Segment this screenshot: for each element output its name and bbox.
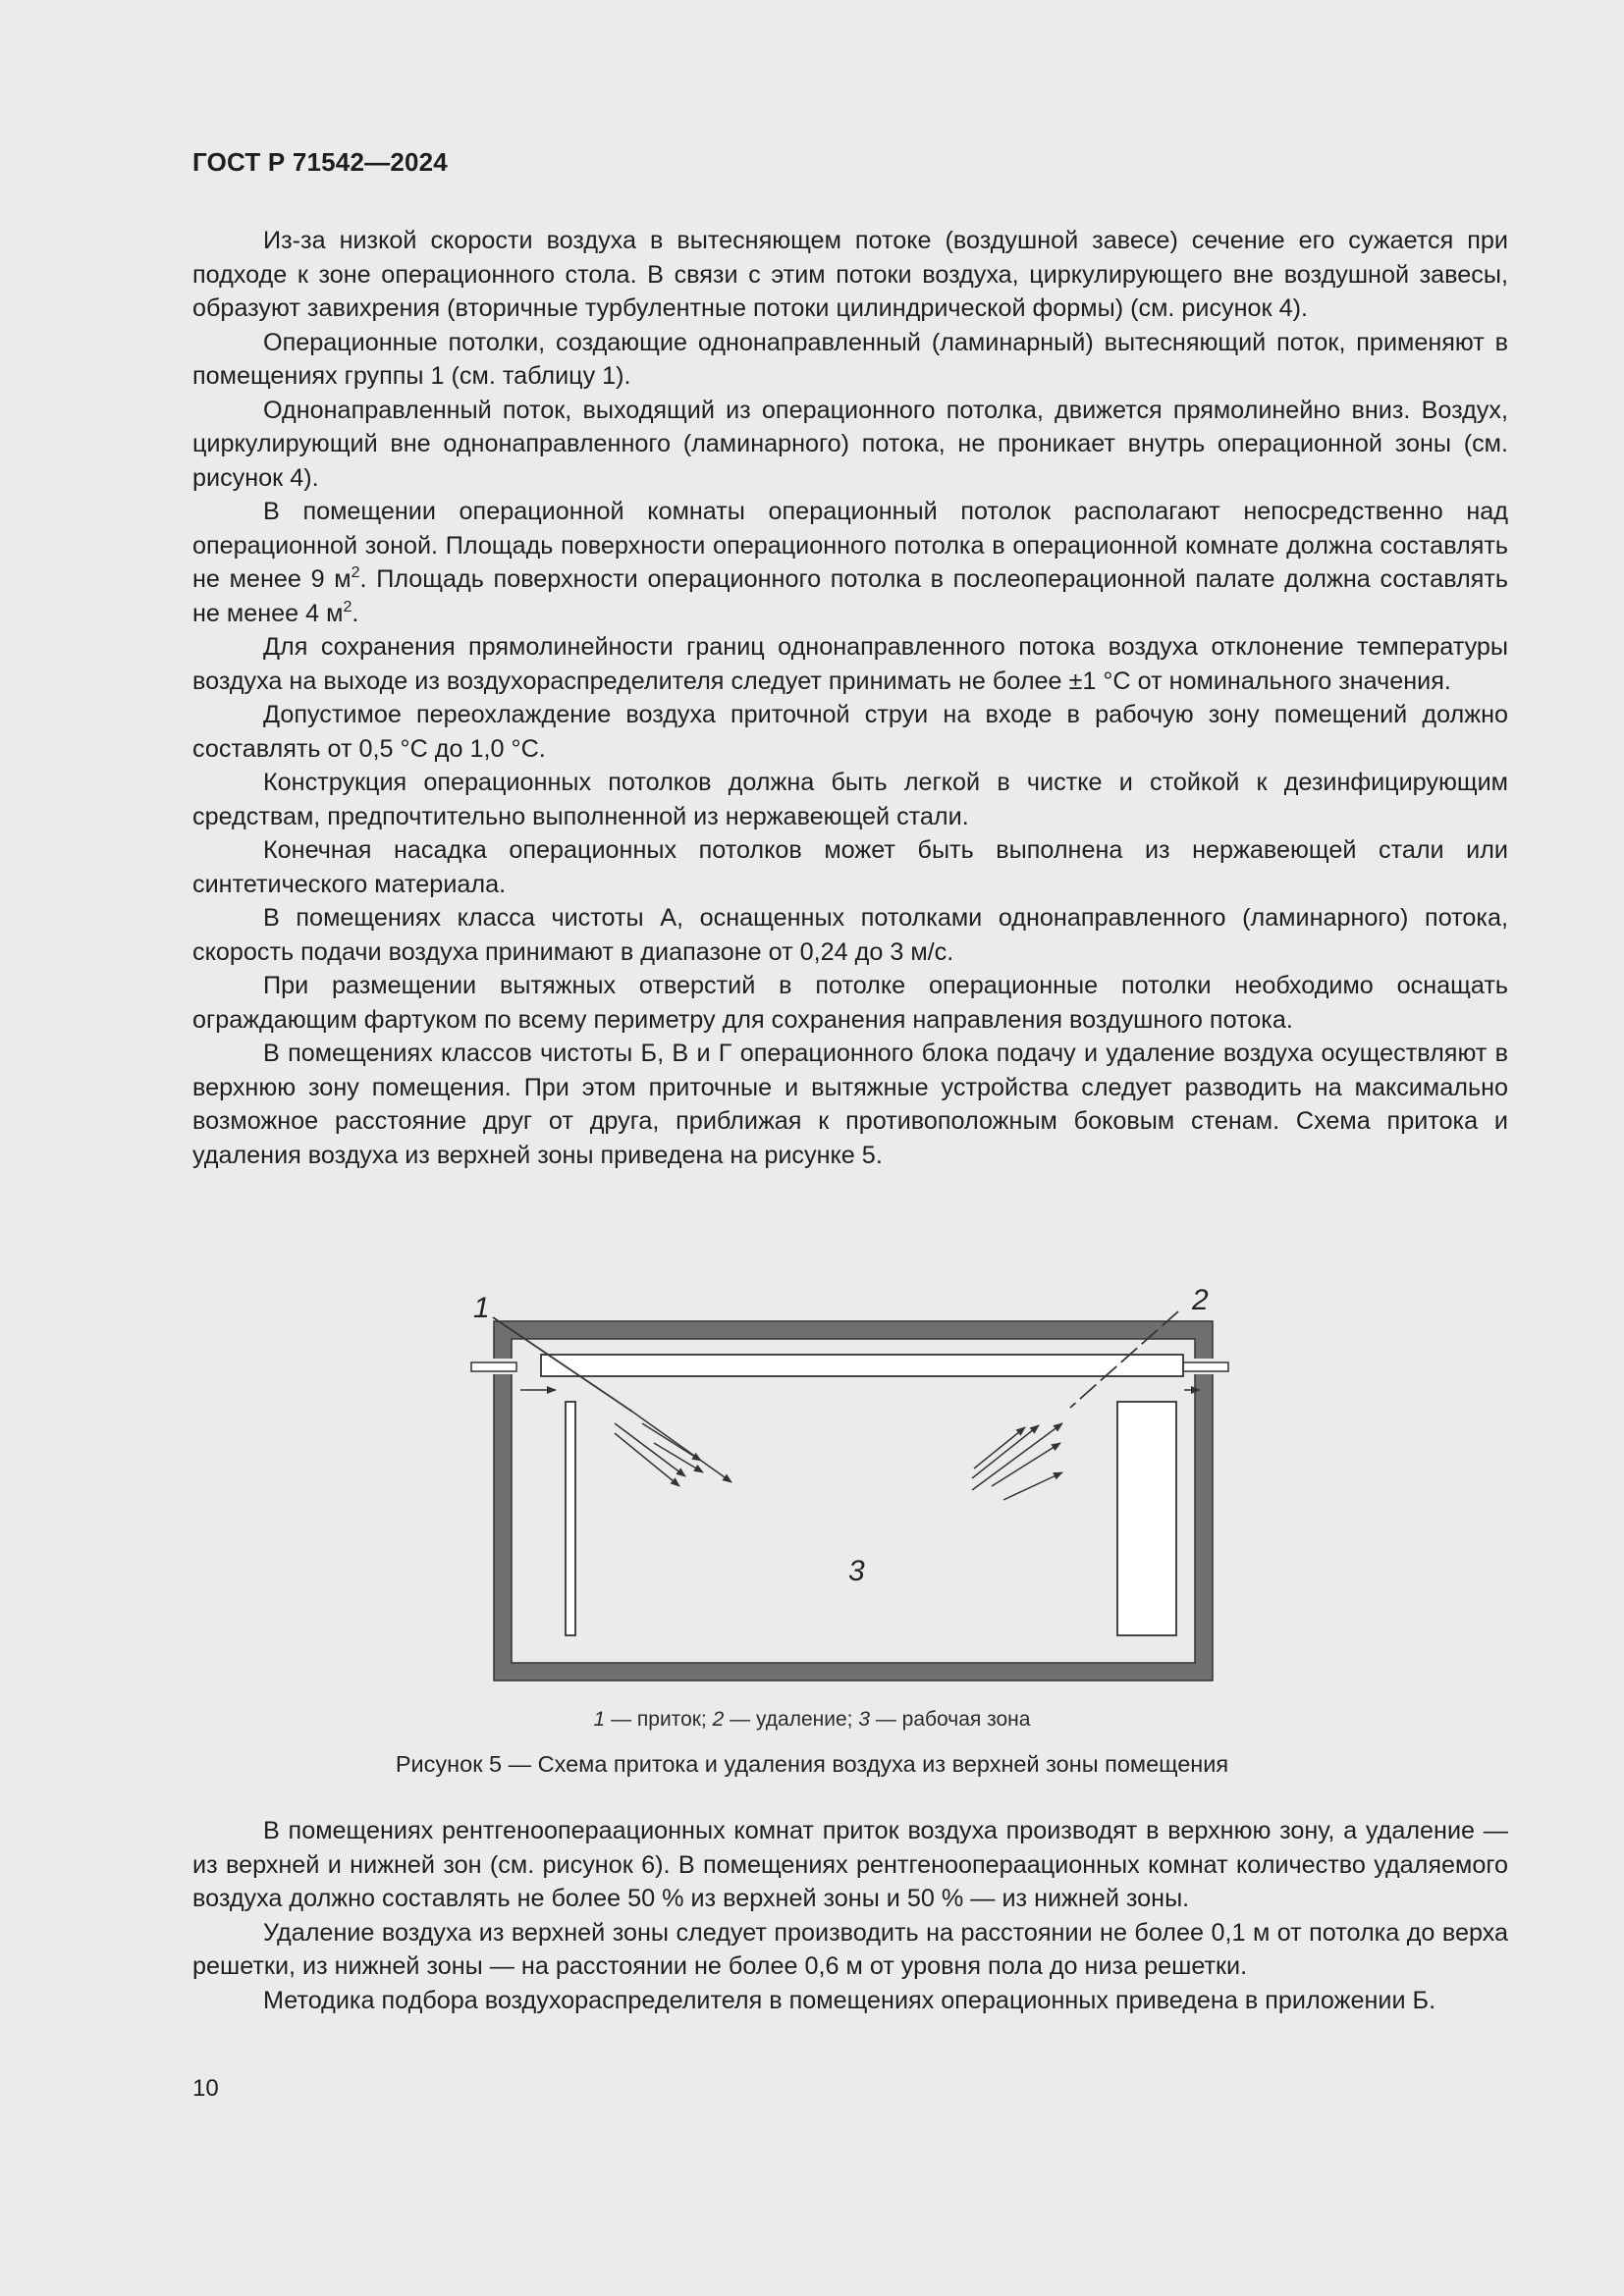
legend-text: — рабочая зона <box>870 1708 1031 1731</box>
supply-grille <box>566 1402 575 1635</box>
paragraph: Конструкция операционных потолков должна быть легкой в чистке и стойкой к дезинфицирующим средствам, предпочтительно выполненной из нержавеющей стали. <box>192 769 1508 830</box>
paragraph-part: . <box>352 599 359 627</box>
exhaust-cabinet <box>1117 1402 1176 1635</box>
supply-duct <box>471 1362 516 1371</box>
paragraph-part: . Площадь поверхности операционного потолка в послеоперационной палате должна составлять не менее 4 м <box>192 565 1508 627</box>
body-text-bottom <box>192 1814 1508 2017</box>
legend-text: — удаление; <box>724 1708 859 1731</box>
paragraph: Однонаправленный поток, выходящий из операционного потолка, движется прямолинейно вниз. Воздух, циркулирующий вне однонаправленного (ламинарного) потока, не проникает внутрь операционной зоны (см. рисунок 4). <box>192 396 1508 492</box>
air-flow-diagram <box>461 1276 1237 1688</box>
paragraph: В помещениях класса чистоты А, оснащенных потолками однонаправленного (ламинарного) потока, скорость подачи воздуха принимают в диапазоне от 0,24 до 3 м/с. <box>192 904 1508 966</box>
paragraph: Методика подбора воздухораспределителя в помещениях операционных приведена в приложении Б. <box>263 1986 1436 2014</box>
body-text-top <box>192 224 1508 1172</box>
exhaust-flow-arrow <box>972 1425 1039 1478</box>
legend-number: 3 <box>858 1708 870 1731</box>
label-exhaust: 2 <box>1192 1284 1209 1316</box>
exhaust-flow-arrow <box>1003 1472 1062 1500</box>
paragraph-part: В помещении операционной комнаты операционный потолок располагают непосредственно над операционной зоной. Площадь поверхности операционного потолка в операционной комнате должна составлять не менее 9 м <box>192 498 1508 593</box>
exhaust-duct <box>1183 1362 1228 1371</box>
paragraph: Из-за низкой скорости воздуха в вытесняющем потоке (воздушной завесе) сечение его сужается при подходе к зоне операционного стола. В связи с этим потоки воздуха, циркулирующего вне воздушной завесы, образуют завихрения (вторичные турбулентные потоки цилиндрической формы) (см. рисунок 4). <box>192 227 1508 322</box>
paragraph: Конечная насадка операционных потолков может быть выполнена из нержавеющей стали или синтетического материала. <box>192 836 1508 898</box>
legend-text: — приток; <box>605 1708 713 1731</box>
paragraph: Для сохранения прямолинейности границ однонаправленного потока воздуха отклонение температуры воздуха на выходе из воздухораспределителя следует принимать не более ±1 °С от номинального значения. <box>192 633 1508 695</box>
superscript: 2 <box>343 598 352 615</box>
document-header: ГОСТ Р 71542—2024 <box>192 147 448 177</box>
figure-5-air-scheme <box>461 1276 1237 1688</box>
paragraph: Допустимое переохлаждение воздуха приточной струи на входе в рабочую зону помещений должно составлять от 0,5 °С до 1,0 °С. <box>192 701 1508 763</box>
figure-legend <box>0 1708 1624 1732</box>
paragraph: В помещениях классов чистоты Б, В и Г операционного блока подачу и удаление воздуха осуществляют в верхнюю зону помещения. При этом приточные и вытяжные устройства следует разводить на максимально возможное расстояние друг от друга, приближая к противоположным боковым стенам. Схема притока и удаления воздуха из верхней зоны приведена на рисунке 5. <box>192 1040 1508 1169</box>
paragraph: Операционные потолки, создающие однонаправленный (ламинарный) вытесняющий поток, применяют в помещениях группы 1 (см. таблицу 1). <box>192 328 1508 390</box>
paragraph-area-requirements <box>192 495 1508 630</box>
legend-number: 2 <box>712 1708 725 1731</box>
figure-caption: Рисунок 5 — Схема притока и удаления воздуха из верхней зоны помещения <box>395 1751 1229 1777</box>
label-supply: 1 <box>473 1292 490 1324</box>
supply-flow-arrow <box>615 1423 685 1476</box>
superscript: 2 <box>351 564 360 581</box>
ceiling-duct <box>541 1355 1183 1376</box>
label-work-zone: 3 <box>848 1555 865 1587</box>
paragraph: Удаление воздуха из верхней зоны следует производить на расстоянии не более 0,1 м от потолка до верха решетки, из нижней зоны — на расстоянии не более 0,6 м от уровня пола до низа решетки. <box>192 1918 1508 1980</box>
exhaust-flow-arrow <box>974 1427 1025 1468</box>
supply-flow-arrow <box>642 1423 701 1461</box>
paragraph: При размещении вытяжных отверстий в потолке операционные потолки необходимо оснащать ограждающим фартуком по всему периметру для сохранения направления воздушного потока. <box>192 972 1508 1034</box>
paragraph: В помещениях рентгеноопераационных комнат приток воздуха производят в верхнюю зону, а удаление — из верхней и нижней зон (см. рисунок 6). В помещениях рентгеноопераационных комнат количество удаляемого воздуха должно составлять не более 50 % из верхней зоны и 50 % — из нижней зоны. <box>192 1817 1508 1912</box>
page-number: 10 <box>192 2075 219 2102</box>
legend-number: 1 <box>593 1708 606 1731</box>
